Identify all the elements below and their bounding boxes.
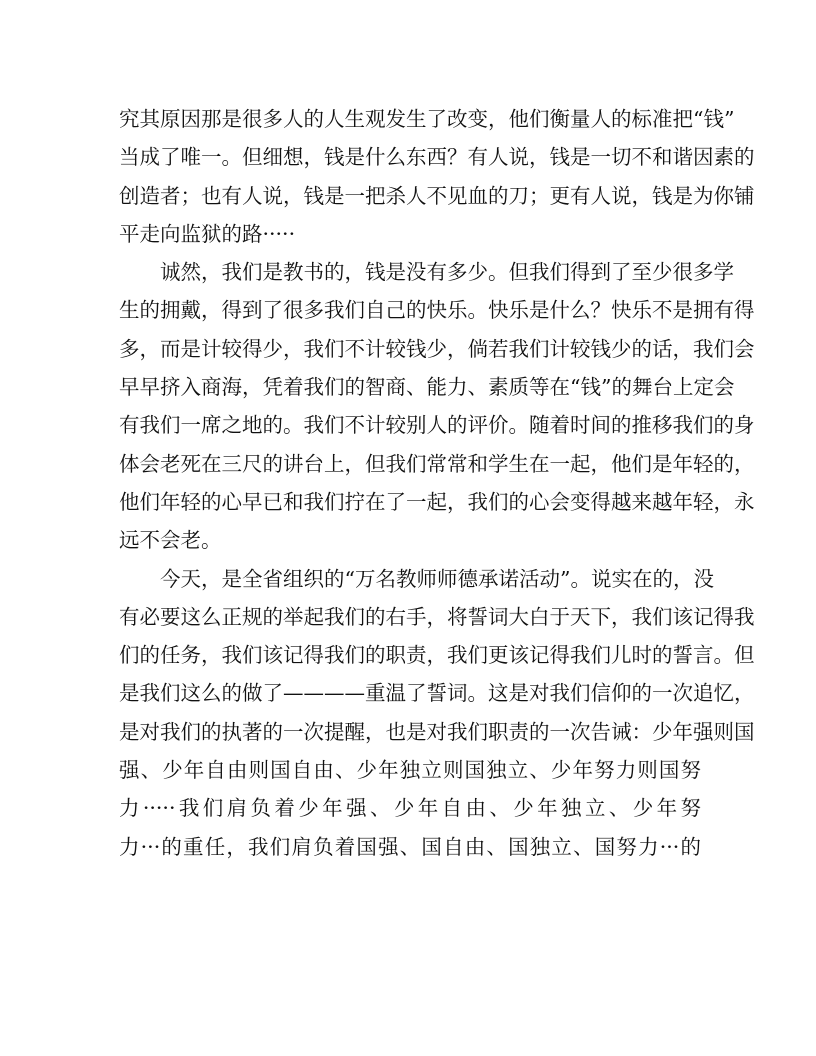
paragraph-line: 力·····我们肩负着少年强、少年自由、少年独立、少年努 (119, 796, 701, 821)
paragraph (119, 100, 755, 253)
paragraph-line: 创造者；也有人说，钱是一把杀人不见血的刀；更有人说，钱是为你铺 (119, 183, 755, 208)
paragraph-line: 早早挤入商海，凭着我们的智商、能力、素质等在“钱”的舞台上定会 (119, 375, 735, 400)
paragraph-line: 是我们这么的做了————重温了誓词。这是对我们信仰的一次追忆， (119, 681, 755, 706)
paragraph-line: 是对我们的执著的一次提醒，也是对我们职责的一次告诫：少年强则国 (119, 719, 755, 744)
paragraph-line: 强、少年自由则国自由、少年独立则国独立、少年努力则国努 (119, 758, 701, 783)
paragraph-line: 体会老死在三尺的讲台上，但我们常常和学生在一起，他们是年轻的， (119, 451, 755, 476)
paragraph-line: 究其原因那是很多人的人生观发生了改变，他们衡量人的标准把“钱” (119, 107, 735, 131)
paragraph-line: 多，而是计较得少，我们不计较钱少，倘若我们计较钱少的话，我们会 (119, 336, 755, 361)
paragraph-line: 力···的重任，我们肩负着国强、国自由、国独立、国努力···的 (119, 834, 701, 859)
paragraph-line: 有我们一席之地的。我们不计较别人的评价。随着时间的推移我们的身 (119, 413, 755, 438)
document-body (119, 100, 755, 866)
paragraph-line: 当成了唯一。但细想，钱是什么东西？有人说，钱是一切不和谐因素的 (119, 145, 755, 170)
paragraph-line: 今天，是全省组织的“万名教师师德承诺活动”。说实在的，没 (160, 566, 714, 591)
paragraph (119, 253, 755, 559)
paragraph-line: 们的任务，我们该记得我们的职责，我们更该记得我们儿时的誓言。但 (119, 643, 755, 668)
paragraph-line: 远不会老。 (119, 528, 222, 553)
paragraph-line: 有必要这么正规的举起我们的右手，将誓词大白于天下，我们该记得我 (119, 604, 755, 629)
paragraph-line: 他们年轻的心早已和我们拧在了一起，我们的心会变得越来越年轻，永 (119, 489, 755, 514)
paragraph-line: 诚然，我们是教书的，钱是没有多少。但我们得到了至少很多学 (160, 260, 734, 285)
paragraph-line: 平走向监狱的路····· (119, 221, 296, 246)
paragraph-line: 生的拥戴，得到了很多我们自己的快乐。快乐是什么？快乐不是拥有得 (119, 298, 755, 323)
paragraph (119, 560, 755, 866)
